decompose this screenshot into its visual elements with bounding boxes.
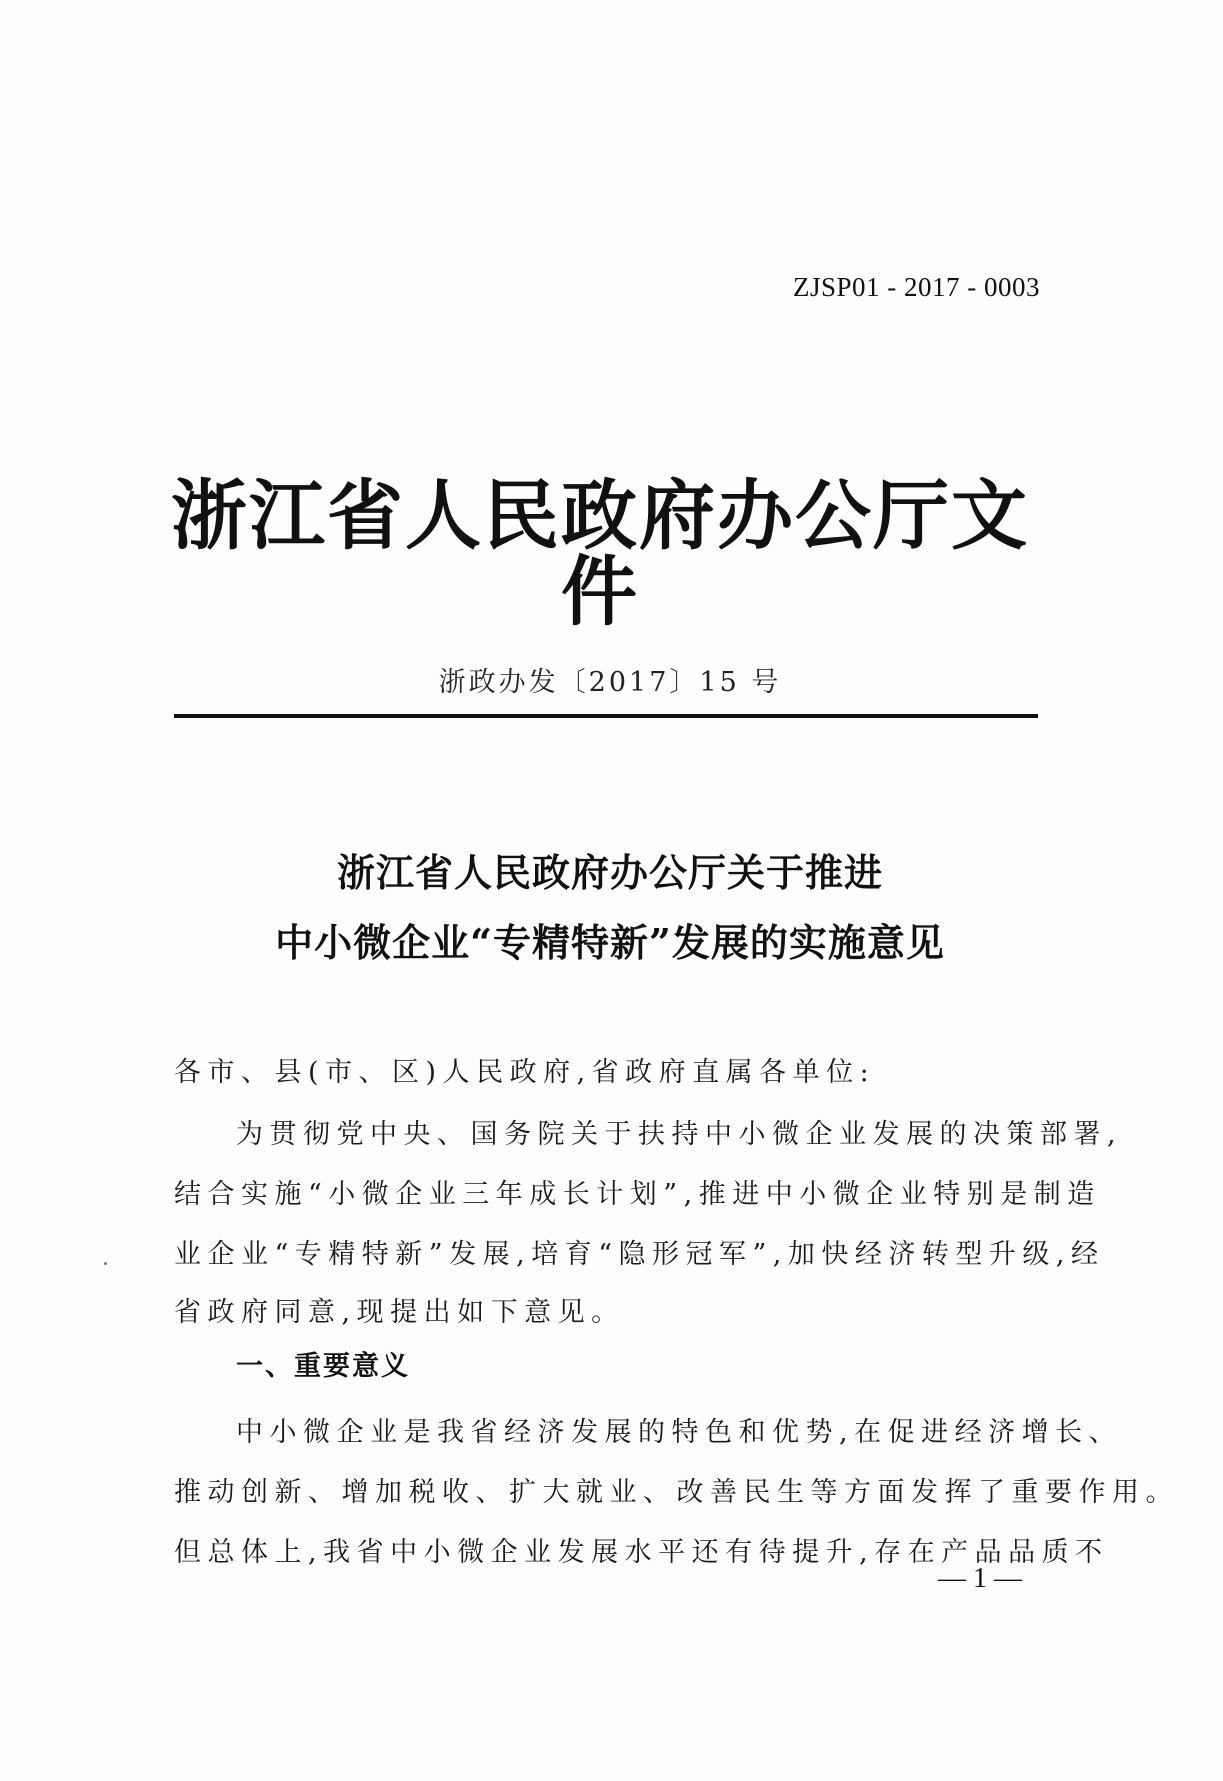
body-line: 省政府同意,现提出如下意见。: [174, 1297, 625, 1328]
page-number: — 1 —: [938, 1563, 1022, 1594]
document-title-line-2: 中小微企业“专精特新”发展的实施意见: [275, 920, 945, 965]
document-code: ZJSP01 - 2017 - 0003: [792, 272, 1040, 302]
document-title-line-1: 浙江省人民政府办公厅关于推进: [336, 850, 883, 895]
body-line: 为贯彻党中央、国务院关于扶持中小微企业发展的决策部署,: [236, 1119, 1123, 1150]
masthead-divider: [174, 714, 1038, 718]
body-line: 推动创新、增加税收、扩大就业、改善民生等方面发挥了重要作用。: [174, 1477, 1179, 1508]
body-line: 但总体上,我省中小微企业发展水平还有待提升,存在产品品质不: [174, 1537, 1109, 1568]
section-heading: 一、重要意义: [236, 1351, 410, 1382]
body-line: 中小微企业是我省经济发展的特色和优势,在促进经济增长、: [236, 1417, 1123, 1448]
body-line: 结合实施“小微企业三年成长计划”,推进中小微企业特别是制造: [174, 1179, 1101, 1210]
body-line: 业企业“专精特新”发展,培育“隐形冠军”,加快经济转型升级,经: [174, 1239, 1105, 1270]
masthead-title: 浙江省人民政府办公厅文件: [171, 471, 1029, 636]
scan-speck: [104, 1262, 107, 1265]
issue-number: 浙政办发〔2017〕15 号: [438, 667, 782, 698]
salutation: 各市、县(市、区)人民政府,省政府直属各单位:: [174, 1057, 876, 1088]
